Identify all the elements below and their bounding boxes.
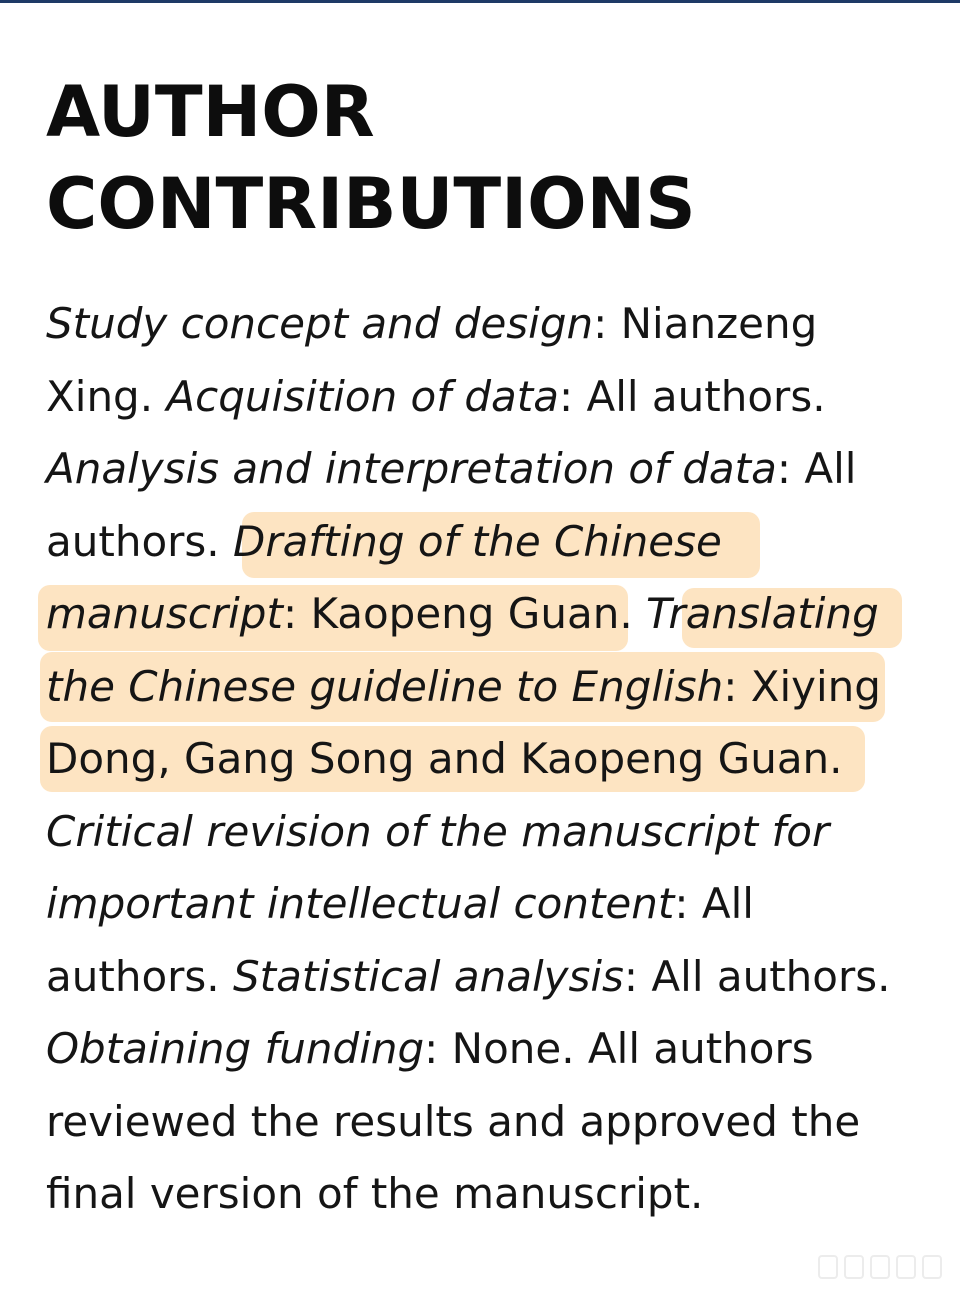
contributions-paragraph [46, 288, 926, 1231]
role-names: authors. [46, 951, 233, 1001]
watermark-icon [818, 1254, 948, 1280]
paragraph-line [46, 868, 926, 941]
role-label: important intellectual content [46, 879, 675, 928]
paragraph-line [46, 723, 926, 796]
paragraph-line [46, 506, 926, 579]
role-label: Obtaining funding [46, 1024, 425, 1073]
role-names: : All [674, 879, 754, 928]
role-label: Critical revision of the manuscript for [46, 806, 830, 856]
heading-line-1: AUTHOR [46, 71, 375, 153]
paragraph-line [46, 941, 926, 1014]
role-names: Dong, Gang Song and Kaopeng Guan. [46, 734, 843, 783]
role-names: : Nianzeng [593, 299, 818, 348]
role-names: : All authors. [558, 371, 826, 421]
role-label: Drafting of the Chinese [233, 516, 722, 566]
role-label: manuscript [46, 589, 283, 638]
role-names: : None. All authors [424, 1024, 814, 1073]
paragraph-line [46, 578, 926, 651]
paragraph-line [46, 1086, 926, 1159]
paragraph-line [46, 288, 926, 361]
role-names: : Xiying [723, 661, 881, 711]
role-label: Analysis and interpretation of data [46, 444, 777, 493]
paragraph-line [46, 1158, 926, 1231]
role-label: Statistical analysis [233, 951, 624, 1001]
role-names: Xing. [46, 371, 167, 421]
paragraph-line [46, 433, 926, 506]
paragraph-line [46, 1013, 926, 1086]
paragraph-text: final version of the manuscript. [46, 1169, 704, 1218]
paragraph-line [46, 796, 926, 869]
role-names: : All [776, 444, 857, 493]
role-names: : All authors. [623, 951, 891, 1001]
paragraph-text: reviewed the results and approved the [46, 1096, 861, 1146]
section-heading [46, 66, 926, 250]
role-names: authors. [46, 516, 233, 566]
heading-line-2: CONTRIBUTIONS [46, 163, 696, 245]
top-rule [0, 0, 960, 3]
role-label: Translating [646, 589, 879, 638]
paragraph-line [46, 361, 926, 434]
role-names: : Kaopeng Guan. [282, 589, 647, 638]
role-label: the Chinese guideline to English [46, 661, 724, 711]
role-label: Acquisition of data [166, 371, 559, 421]
paragraph-line [46, 651, 926, 724]
role-label: Study concept and design [46, 299, 594, 348]
